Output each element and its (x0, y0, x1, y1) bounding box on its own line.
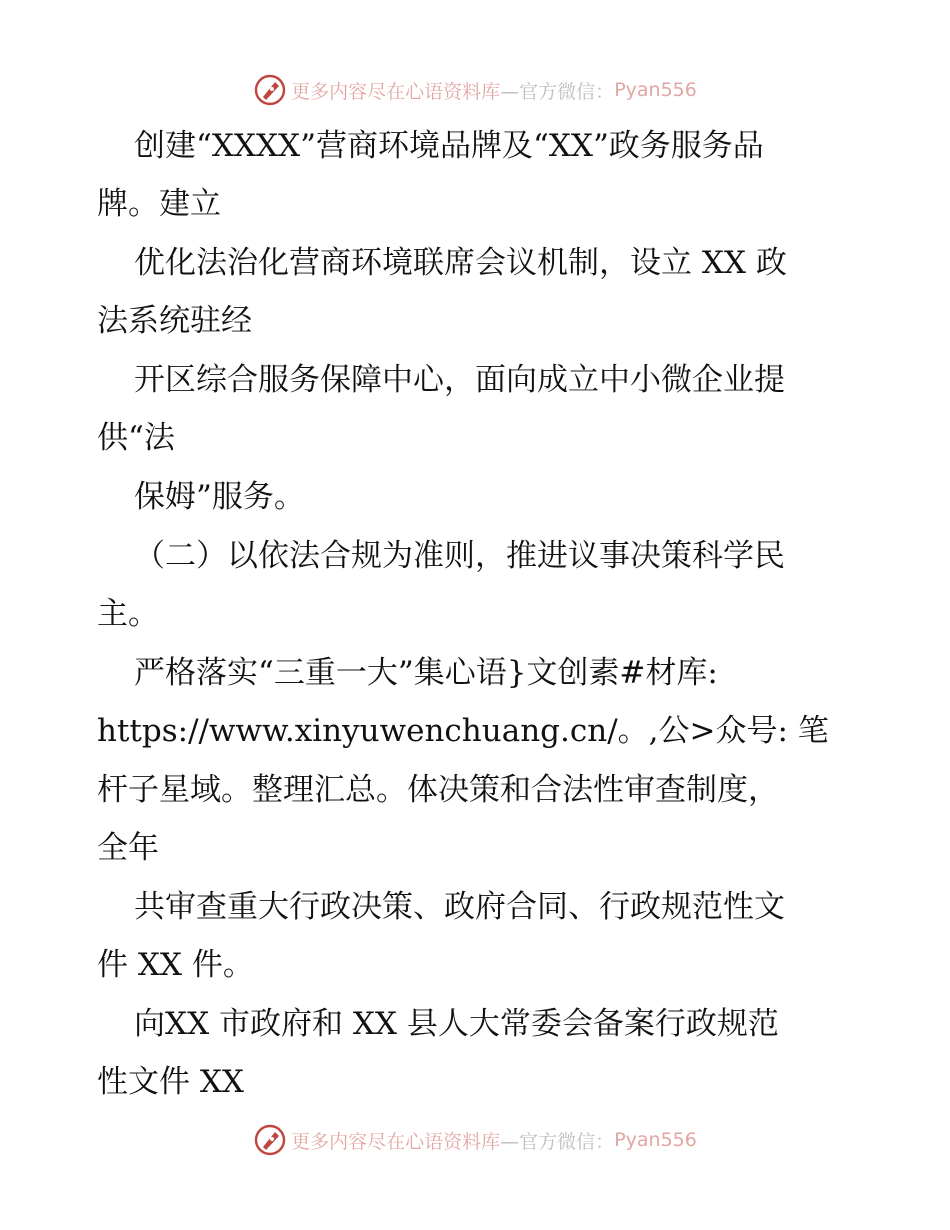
body-line-11: https://www.xinyuwenchuang.cn/。,公>众号: 笔 (97, 713, 829, 749)
body-line-4: 法系统驻经 (97, 303, 252, 339)
body-line-7: 保姆”服务。 (134, 479, 305, 515)
watermark-text-wechat-label: —官方微信： (500, 80, 615, 103)
body-line-16: 向XX 市政府和 XX 县人大常委会备案行政规范 (134, 1006, 779, 1042)
body-line-10: 严格落实“三重一大”集心语}文创素#材库: (134, 655, 718, 691)
watermark-text-wechat-label: —官方微信： (500, 1130, 615, 1153)
body-line-8: （二）以依法合规为准则，推进议事决策科学民 (134, 538, 785, 574)
watermark-text-main: 更多内容尽在心语资料库 (291, 80, 501, 103)
body-line-13: 全年 (97, 830, 159, 866)
watermark-header (0, 72, 950, 108)
watermark-footer (0, 1122, 950, 1158)
body-line-12: 杆子星域。整理汇总。体决策和合法性审查制度， (97, 772, 779, 808)
body-line-6: 供“法 (97, 420, 175, 456)
body-line-2: 牌。建立 (97, 186, 221, 222)
watermark-text-wechat-id: Pyan556 (614, 79, 697, 101)
body-line-17: 性文件 XX (97, 1064, 244, 1100)
watermark-text-main: 更多内容尽在心语资料库 (291, 1130, 501, 1153)
body-line-5: 开区综合服务保障中心，面向成立中小微企业提 (134, 362, 785, 398)
body-line-1: 创建“XXXX”营商环境品牌及“XX”政务服务品 (134, 128, 764, 164)
pen-nib-logo-icon (253, 1123, 287, 1157)
body-line-15: 件 XX 件。 (97, 947, 254, 983)
watermark-text-wechat-id: Pyan556 (614, 1129, 697, 1151)
body-line-14: 共审查重大行政决策、政府合同、行政规范性文 (134, 889, 785, 925)
body-line-3: 优化法治化营商环境联席会议机制，设立 XX 政 (134, 245, 787, 281)
body-line-9: 主。 (97, 596, 159, 632)
pen-nib-logo-icon (253, 73, 287, 107)
